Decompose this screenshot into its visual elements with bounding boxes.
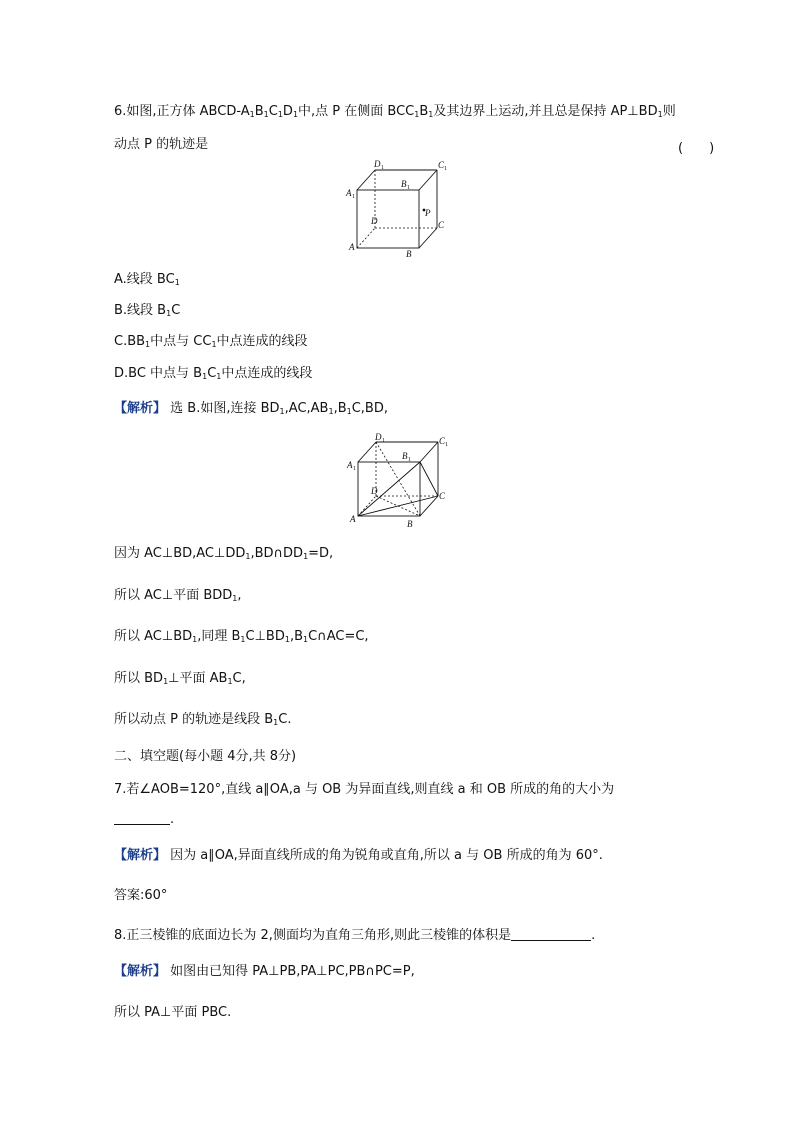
label2-d1: D <box>375 432 382 442</box>
label-p: P <box>425 208 431 218</box>
label-b1: B <box>401 179 407 189</box>
label-d: D <box>371 216 378 226</box>
label-b: B <box>406 249 412 259</box>
q7-solution: 【解析】 因为 a∥OA,异面直线所成的角为锐角或直角,所以 a 与 OB 所成的角为 60°. <box>114 848 603 863</box>
q7-answer-blank <box>114 824 170 825</box>
q7-stem: 7.若∠AOB=120°,直线 a∥OA,a 与 OB 为异面直线,则直线 a 和 OB 所成的角的大小为 <box>114 782 615 797</box>
label-c1: C <box>438 160 445 170</box>
q6-stem-line1: 6.如图,正方体 ABCD-$A_1B_1C_1D_1$中,点 P 在侧面 $BCC_1B_1$及其边界上运动,并且总是保持 $AP\perp BD_1$则 <box>114 104 676 119</box>
label-c1-sub: 1 <box>444 166 447 172</box>
label-c: C <box>438 220 445 230</box>
label2-b: B <box>407 519 413 529</box>
label2-a1: A <box>347 460 353 470</box>
label-d1-sub: 1 <box>381 165 384 171</box>
option-b: B.线段 $B_1C$ <box>114 303 181 318</box>
solution-tag: 【解析】 <box>114 848 167 863</box>
label2-b1: B <box>402 451 408 461</box>
label2-c1: C <box>439 436 446 446</box>
label2-b1-sub: 1 <box>408 457 411 463</box>
q6-solution-l1: 因为 $AC\perp BD,AC\perp DD_1,BD\cap DD_1=D$, <box>114 546 334 561</box>
label2-a1-sub: 1 <box>353 466 356 472</box>
section-heading: 二、填空题(每小题 4分,共 8分) <box>114 749 297 764</box>
q6-solution-l3: 所以 $AC\perp BD_1$,同理 $B_1C\perp BD_1,B_1C\cap AC=C$, <box>114 629 369 644</box>
q8-answer-blank <box>511 940 591 941</box>
label2-d1-sub: 1 <box>382 438 385 444</box>
solution-tag: 【解析】 <box>114 964 167 979</box>
cube-figure-1 <box>340 158 450 260</box>
q6-solution-l5: 所以动点 P 的轨迹是线段 $B_1C$. <box>114 712 292 727</box>
answer-paren: ( ) <box>678 141 715 156</box>
label-a1: A <box>346 188 352 198</box>
q6-solution-l2: 所以 AC⊥平面 $BDD_1$, <box>114 588 242 603</box>
q6-stem-line2: 动点 P 的轨迹是 <box>114 137 209 152</box>
label-b1-sub: 1 <box>407 185 410 191</box>
label2-d: D <box>371 486 378 496</box>
label-a1-sub: 1 <box>352 194 355 200</box>
label2-c: C <box>439 491 446 501</box>
option-d: D.BC 中点与 $B_1C_1$中点连成的线段 <box>114 366 313 381</box>
solution-tag: 【解析】 <box>114 401 167 416</box>
q7-answer: 答案:60° <box>114 888 168 903</box>
q8-stem: 8.正三棱锥的底面边长为 2,侧面均为直角三角形,则此三棱锥的体积是 . <box>114 928 596 943</box>
option-c: $C.BB_1$中点与 $CC_1$中点连成的线段 <box>114 334 308 349</box>
label-d1: D <box>374 159 381 169</box>
q6-solution-intro: 【解析】 选 B.如图,连接 $BD_1,AC,AB_1,B_1C,BD$, <box>114 401 388 416</box>
q7-blank-line: . <box>114 812 174 828</box>
option-a: A.线段 $BC_1$ <box>114 272 180 287</box>
cube-figure-2 <box>340 430 452 530</box>
q6-solution-l4: 所以 $BD_1\perp$平面 $AB_1C$, <box>114 671 246 686</box>
label-a: A <box>349 242 355 252</box>
label2-a: A <box>350 514 356 524</box>
q8-solution-l1: 【解析】 如图由已知得 PA⊥PB,PA⊥PC,PB∩PC=P, <box>114 964 415 979</box>
label2-c1-sub: 1 <box>445 442 448 448</box>
q8-solution-l2: 所以 PA⊥平面 PBC. <box>114 1005 232 1020</box>
